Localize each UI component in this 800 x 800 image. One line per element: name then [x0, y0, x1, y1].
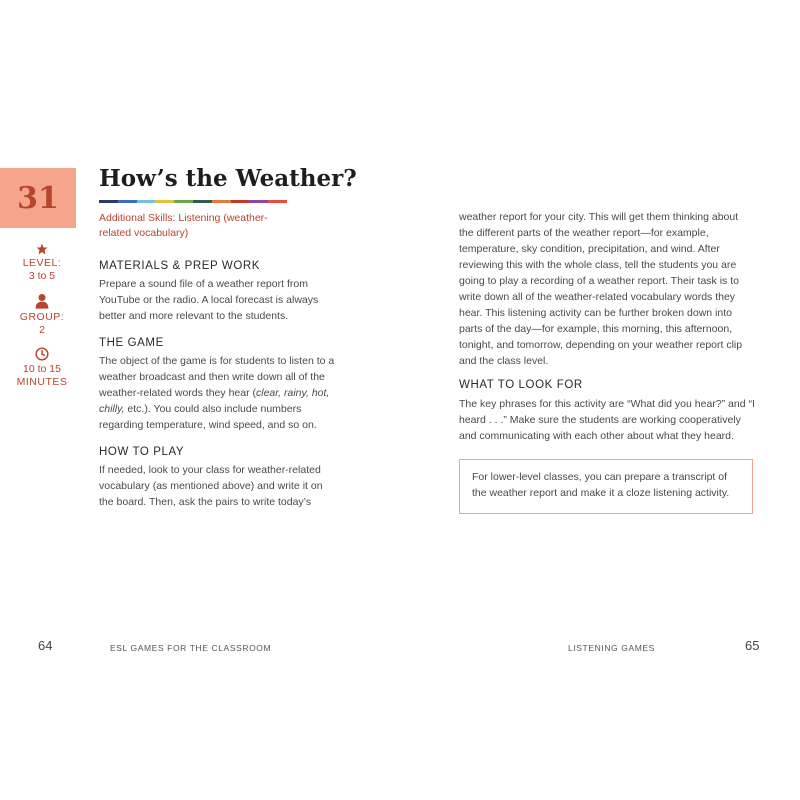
rainbow-segment [193, 200, 212, 203]
time-unit: MINUTES [16, 376, 68, 388]
level-stat [0, 243, 84, 283]
star-icon [36, 243, 48, 255]
right-page-number: 65 [745, 638, 760, 653]
rainbow-segment [118, 200, 137, 203]
materials-text: Prepare a sound file of a weather report from YouTube or the radio. A local forecast is always better and more relevant to the students. [99, 278, 319, 322]
game-text [99, 353, 339, 433]
tip-text: For lower-level classes, you can prepare a transcript of the weather report and make it a cloze listening activity. [472, 471, 730, 499]
howto-text: If needed, look to your class for weather-related vocabulary (as mentioned above) and write it on the board. Then, ask the pairs to write today’s [99, 464, 323, 508]
time-stat [0, 347, 84, 389]
clock-icon [35, 347, 49, 361]
left-running-head: ESL GAMES FOR THE CLASSROOM [110, 643, 272, 653]
game-heading: THE GAME [99, 337, 164, 349]
tip-box [459, 459, 753, 514]
left-page-number: 64 [38, 638, 53, 653]
person-icon [35, 293, 49, 309]
game-text-end: etc.). You could also include numbers regarding temperature, wind speed, and so on. [99, 403, 317, 431]
rainbow-segment [155, 200, 174, 203]
game-text-start: The object of the game is for students to listen to a weather broadcast and then write down all of the weather-related words they hear ( [99, 355, 335, 399]
group-value: 2 [39, 324, 45, 336]
activity-title: How’s the Weather? [99, 165, 357, 192]
level-value: 3 to 5 [28, 270, 56, 282]
look-heading: WHAT TO LOOK FOR [459, 379, 583, 391]
time-value: 10 to 15 [23, 363, 61, 375]
rainbow-segment [231, 200, 250, 203]
rainbow-segment [99, 200, 118, 203]
level-label: LEVEL: [22, 257, 62, 269]
howto-heading: HOW TO PLAY [99, 446, 185, 458]
rainbow-segment [268, 200, 287, 203]
additional-skills: Additional Skills: Listening (weather-related vocabulary) [99, 212, 268, 239]
look-text: The key phrases for this activity are “What did you hear?” and “I heard . . .” Make sure the students are working cooperatively and communicating with each other about what they heard. [459, 398, 755, 442]
rainbow-segment [137, 200, 156, 203]
rainbow-segment [212, 200, 231, 203]
howto-text-continued: weather report for your city. This will get them thinking about the different parts of the weather report—for example, temperature, sky condition, precipitation, and wind. After reviewing this with the whole class, tell the students you are going to play a recording of a weather report. Their task is to write down all of the weather-related vocabulary words they hear. This listening activity can be further broken down into parts of the day—for example, this morning, this afternoon, tonight, and tomorrow, depending on your weather report clip and the class level. [459, 211, 743, 367]
activity-number: 31 [17, 180, 59, 216]
materials-heading: MATERIALS & PREP WORK [99, 260, 261, 272]
rainbow-segment [174, 200, 193, 203]
game-text-examples: clear, rainy, hot, chilly, [99, 387, 330, 415]
group-stat [0, 293, 84, 337]
group-label: GROUP: [19, 311, 65, 323]
rainbow-rule [99, 200, 287, 203]
activity-number-box [0, 168, 76, 228]
rainbow-segment [249, 200, 268, 203]
right-running-head: LISTENING GAMES [568, 643, 655, 653]
